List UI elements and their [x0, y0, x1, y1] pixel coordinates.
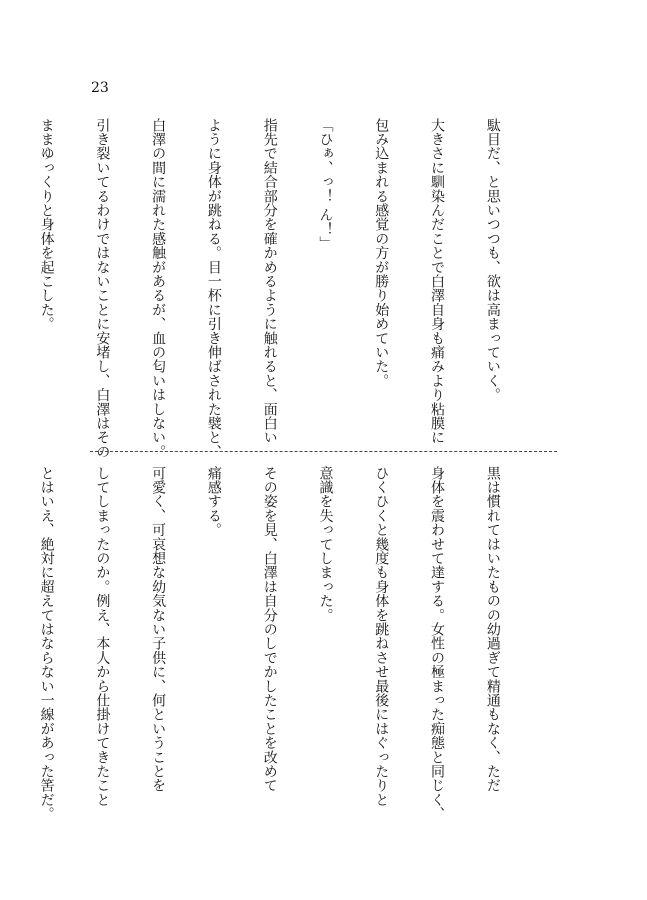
- page-number: 23: [91, 80, 109, 96]
- text-line: ように身体が跳ねる。目一杯に引き伸ばされた襞と、: [205, 118, 222, 459]
- text-line: 駄目だ、と思いつつも、欲は高まっていく。: [484, 118, 501, 402]
- upper-text-block: [38, 118, 539, 459]
- text-line: 意識を失ってしまった。: [317, 466, 334, 623]
- section-divider: [90, 451, 557, 452]
- text-line: 身体を震わせて達する。女性の極まった痴態と同じく、: [429, 466, 446, 821]
- text-line: 「ひぁ、っ！ ん！」: [317, 118, 334, 251]
- lower-text-block: [38, 466, 539, 821]
- text-line: 痛感する。: [205, 466, 222, 537]
- text-line: 白澤の間に濡れた感触があるが、血の匂いはしない。: [150, 118, 167, 459]
- text-line: してしまったのか。例え、本人から仕掛けてきたこと: [94, 466, 111, 807]
- text-line: 引き裂いてるわけではないことに安堵し、白澤はその: [94, 118, 111, 459]
- text-line: 大きさに馴染んだことで白澤自身も痛みより粘膜に: [429, 118, 446, 445]
- text-line: 黒は慣れてはいたものの幼過ぎて精通もなく、ただ: [484, 466, 501, 793]
- text-line: 可愛く、可哀想な幼気ない子供に、何ということを: [150, 466, 167, 793]
- text-line: 指先で結合部分を確かめるように触れると、面白い: [261, 118, 278, 445]
- text-line: ままゆっくりと身体を起こした。: [38, 118, 55, 331]
- text-line: ひくひくと幾度も身体を跳ねさせ最後にはぐったりと: [373, 466, 390, 807]
- text-line: 包み込まれる感覚の方が勝り始めていた。: [373, 118, 390, 388]
- text-line: その姿を見、白澤は自分のしでかしたことを改めて: [261, 466, 278, 793]
- text-line: とはいえ、絶対に超えてはならない一線があった筈だ。: [38, 466, 55, 821]
